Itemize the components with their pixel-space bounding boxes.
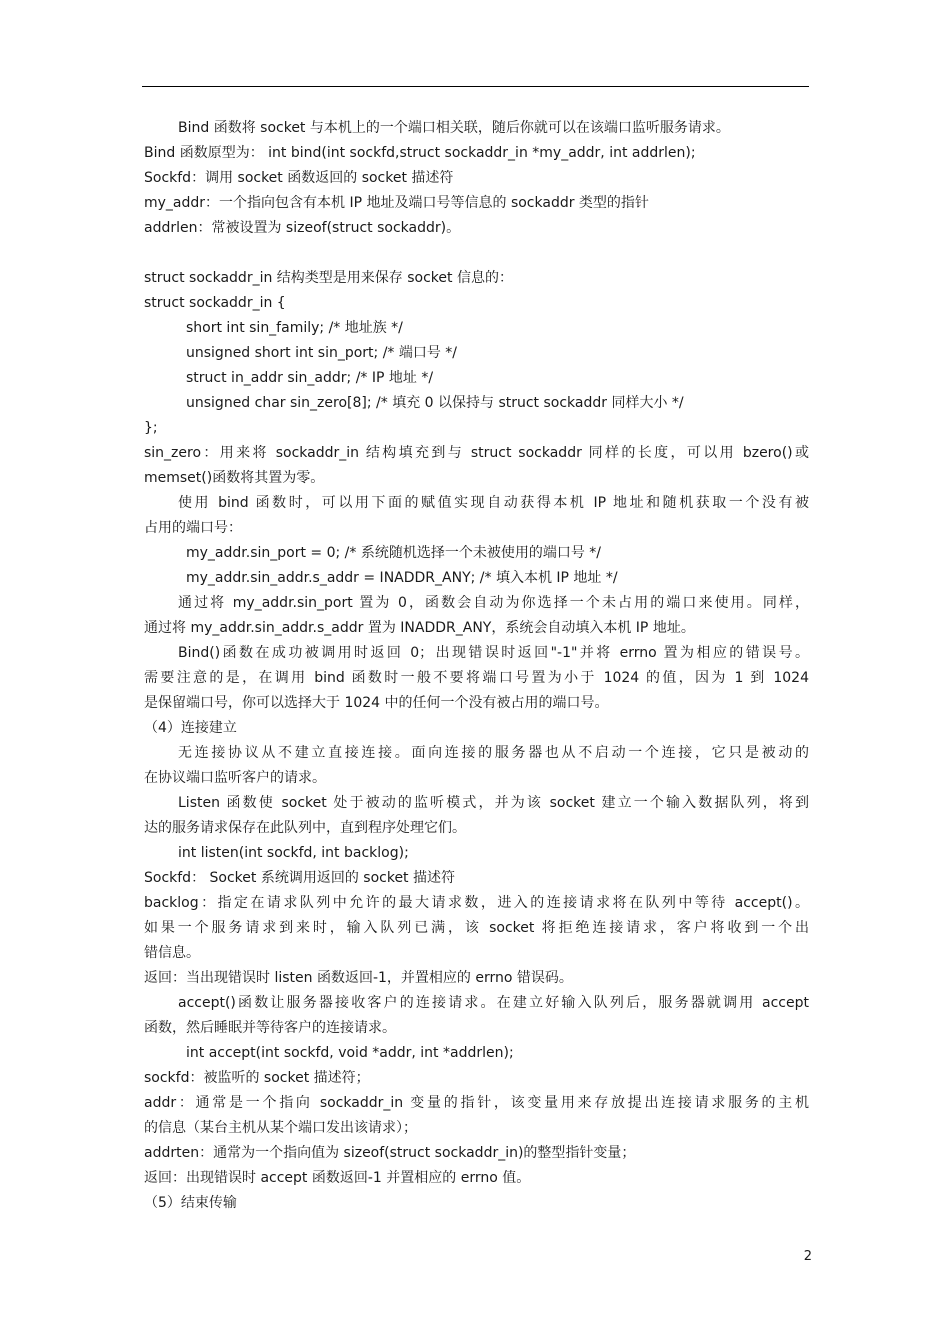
text-line: addrten：通常为一个指向值为 sizeof(struct sockaddr_in)的整型指针变量； xyxy=(144,1145,636,1161)
page-number: 2 xyxy=(803,1249,812,1264)
text-line: addr：通常是一个指向 sockaddr_in 变量的指针，该变量用来存放提出连接请求服务的主机 xyxy=(144,1095,809,1111)
text-line: 如果一个服务请求到来时，输入队列已满，该 socket 将拒绝连接请求，客户将收到一个出 xyxy=(144,920,809,936)
text-line: 返回：当出现错误时 listen 函数返回-1，并置相应的 errno 错误码。 xyxy=(144,970,573,986)
text-line: Sockfd： Socket 系统调用返回的 socket 描述符 xyxy=(144,870,456,886)
text-line: 错信息。 xyxy=(144,945,200,961)
code-line: my_addr.sin_port = 0; /* 系统随机选择一个未被使用的端口号 */ xyxy=(186,545,601,561)
text-line: 使用 bind 函数时，可以用下面的赋值实现自动获得本机 IP 地址和随机获取一个没有被 xyxy=(178,495,809,511)
text-line: Bind 函数将 socket 与本机上的一个端口相关联，随后你就可以在该端口监听服务请求。 xyxy=(178,120,730,136)
text-line: 通过将 my_addr.sin_addr.s_addr 置为 INADDR_ANY，系统会自动填入本机 IP 地址。 xyxy=(144,620,695,636)
header-rule xyxy=(142,86,809,87)
text-line: 返回：出现错误时 accept 函数返回-1 并置相应的 errno 值。 xyxy=(144,1170,531,1186)
code-line: int listen(int sockfd, int backlog); xyxy=(178,845,409,861)
blank-line xyxy=(144,241,809,266)
text-line: sockfd：被监听的 socket 描述符； xyxy=(144,1070,370,1086)
code-line: unsigned char sin_zero[8]; /* 填充 0 以保持与 struct sockaddr 同样大小 */ xyxy=(186,395,684,411)
text-line: 达的服务请求保存在此队列中，直到程序处理它们。 xyxy=(144,820,466,836)
text-line: 占用的端口号： xyxy=(144,520,242,536)
code-line: my_addr.sin_addr.s_addr = INADDR_ANY; /* 填入本机 IP 地址 */ xyxy=(186,570,618,586)
text-line: Bind()函数在成功被调用时返回 0；出现错误时返回"-1"并将 errno 置为相应的错误号。 xyxy=(178,645,809,661)
text-line: Listen 函数使 socket 处于被动的监听模式，并为该 socket 建立一个输入数据队列，将到 xyxy=(178,795,809,811)
text-line: 通过将 my_addr.sin_port 置为 0，函数会自动为你选择一个未占用的端口来使用。同样， xyxy=(178,595,809,611)
section-heading: （4）连接建立 xyxy=(144,720,237,736)
text-line: backlog：指定在请求队列中允许的最大请求数，进入的连接请求将在队列中等待 accept()。 xyxy=(144,895,809,911)
text-line: memset()函数将其置为零。 xyxy=(144,470,325,486)
text-line: 无连接协议从不建立直接连接。面向连接的服务器也从不启动一个连接，它只是被动的 xyxy=(178,745,809,761)
code-line: unsigned short int sin_port; /* 端口号 */ xyxy=(186,345,458,361)
code-line: short int sin_family; /* 地址族 */ xyxy=(186,320,403,336)
text-line: Bind 函数原型为： int bind(int sockfd,struct sockaddr_in *my_addr, int addrlen); xyxy=(144,145,696,161)
document-body xyxy=(144,116,809,1216)
text-line: 是保留端口号，你可以选择大于 1024 中的任何一个没有被占用的端口号。 xyxy=(144,695,609,711)
text-line: 需要注意的是，在调用 bind 函数时一般不要将端口号置为小于 1024 的值，因为 1 到 1024 xyxy=(144,670,809,686)
text-line: 的信息（某台主机从某个端口发出该请求）； xyxy=(144,1120,417,1136)
code-line: struct in_addr sin_addr; /* IP 地址 */ xyxy=(186,370,434,386)
text-line: struct sockaddr_in 结构类型是用来保存 socket 信息的： xyxy=(144,270,513,286)
text-line: sin_zero：用来将 sockaddr_in 结构填充到与 struct sockaddr 同样的长度，可以用 bzero()或 xyxy=(144,445,809,461)
code-line: int accept(int sockfd, void *addr, int *addrlen); xyxy=(186,1045,514,1061)
text-line: Sockfd：调用 socket 函数返回的 socket 描述符 xyxy=(144,170,454,186)
text-line: my_addr：一个指向包含有本机 IP 地址及端口号等信息的 sockaddr 类型的指针 xyxy=(144,195,649,211)
code-line: }; xyxy=(144,420,158,436)
text-line: addrlen：常被设置为 sizeof(struct sockaddr)。 xyxy=(144,220,461,236)
text-line: accept()函数让服务器接收客户的连接请求。在建立好输入队列后，服务器就调用 accept xyxy=(178,995,809,1011)
text-line: 在协议端口监听客户的请求。 xyxy=(144,770,326,786)
code-line: struct sockaddr_in { xyxy=(144,295,286,311)
text-line: 函数，然后睡眠并等待客户的连接请求。 xyxy=(144,1020,396,1036)
section-heading: （5）结束传输 xyxy=(144,1195,237,1211)
